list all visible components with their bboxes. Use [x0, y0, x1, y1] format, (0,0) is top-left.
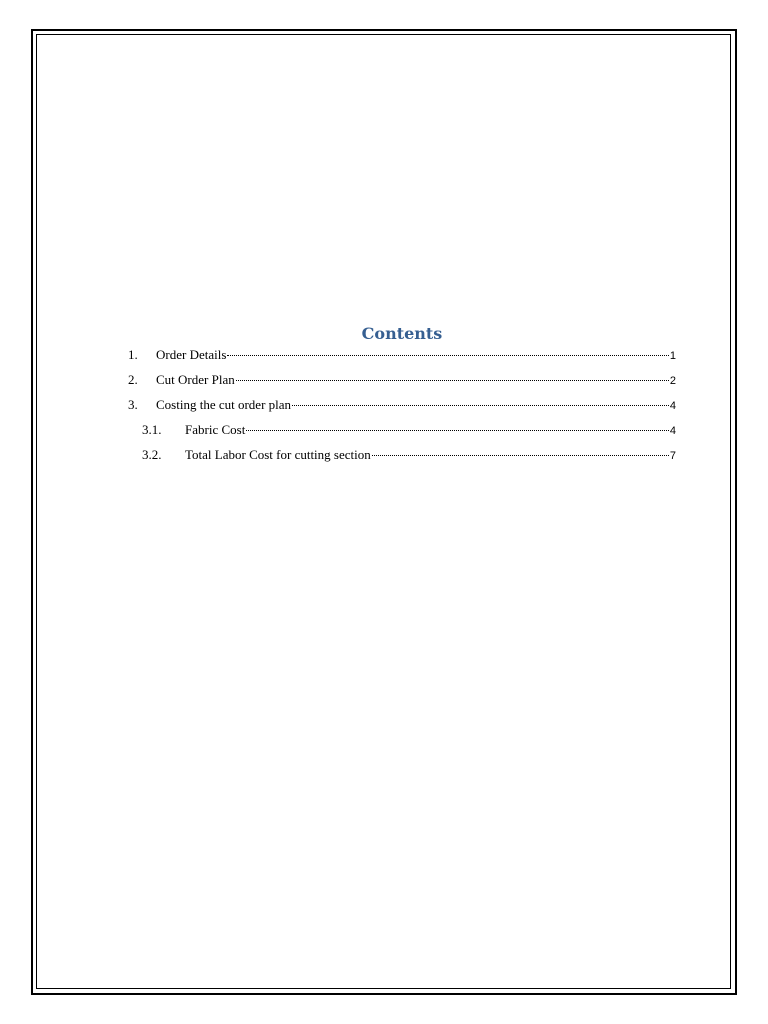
toc-entry-page: 7 [669, 450, 676, 462]
toc-entry-number: 1. [128, 347, 138, 362]
toc-entry-labor-cost[interactable] [128, 446, 676, 471]
toc-dot-leader [292, 405, 669, 406]
toc-heading: Contents [361, 324, 443, 343]
toc-entry-cut-order-plan[interactable] [128, 371, 676, 396]
page-border-inner [36, 34, 731, 989]
toc-entry-number: 2. [128, 372, 138, 387]
toc-dot-leader [227, 355, 668, 356]
toc-entry-number: 3. [128, 397, 138, 412]
toc-entry-order-details[interactable] [128, 346, 676, 371]
toc-dot-leader [372, 455, 669, 456]
toc-entry-page: 1 [669, 350, 676, 362]
toc-dot-leader [236, 380, 669, 381]
toc-entry-page: 4 [669, 400, 676, 412]
toc-entry-costing[interactable] [128, 396, 676, 421]
toc-entry-page: 2 [669, 375, 676, 387]
toc-dot-leader [246, 430, 669, 431]
toc-entry-number: 3.1. [142, 422, 162, 437]
toc-entry-title: Cut Order Plan [156, 372, 235, 387]
toc-entry-fabric-cost[interactable] [128, 421, 676, 446]
toc-entry-page: 4 [669, 425, 676, 437]
toc-entry-title: Order Details [156, 347, 227, 362]
toc-entry-number: 3.2. [142, 447, 162, 462]
toc-entry-title: Fabric Cost [185, 422, 246, 437]
toc-entry-title: Total Labor Cost for cutting section [185, 447, 371, 462]
toc-entry-title: Costing the cut order plan [156, 397, 292, 412]
table-of-contents [128, 322, 676, 471]
